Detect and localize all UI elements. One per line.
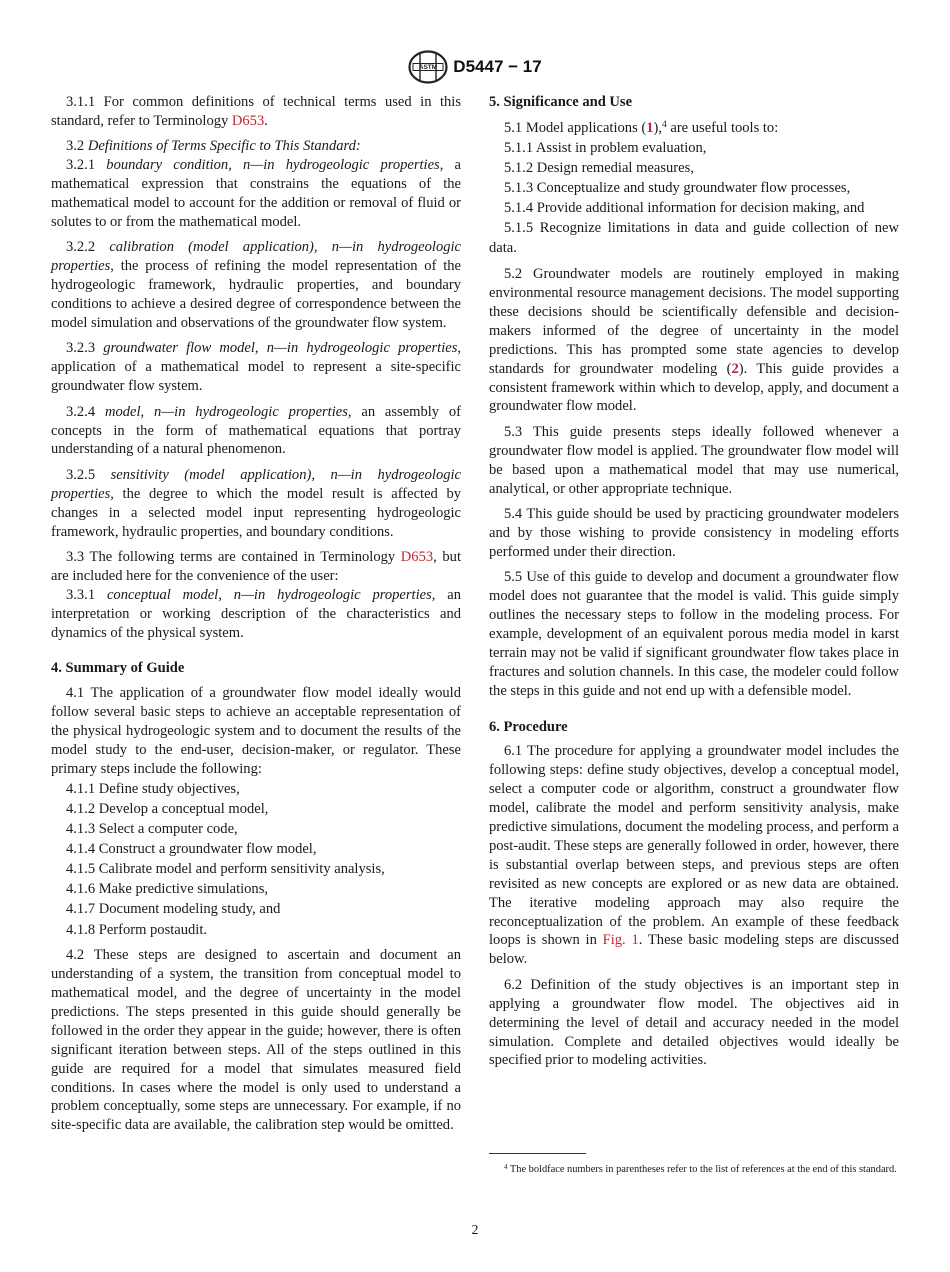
footnote-marker[interactable]: 4 (661, 119, 667, 130)
standard-designation: D5447 − 17 (453, 57, 542, 76)
list-item: 4.1.7 Document modeling study, and (66, 901, 281, 918)
page-number: 2 (471, 1222, 479, 1237)
terminology-link[interactable]: D653 (400, 548, 434, 565)
astm-logo-icon (408, 50, 448, 84)
definition-boundary-condition: 3.2.1 boundary condition, n—in hydrogeologic properties, a mathematical expression that constrains the equations of the mathematical model to account for the addition or removal of fluid or solutes to or from the mathematical model. (51, 157, 461, 230)
section-4-2: 4.2 These steps are designed to ascertain and document an understanding of a system, the transition from conceptual model to mathematical model, and the degree of uncertainty in the model predictions. The steps presented in this guide should generally be followed in the order they appear in the guide; however, there is often significant iteration between steps. All of the steps outlined in this guide are required for a model that simulates measured field conditions. In cases where the model is only used to understand a problem conceptually, some steps are unnecessary. For example, if no site-specific data are available, the calibration step would be omitted. (51, 947, 461, 1134)
list-item: 4.1.8 Perform postaudit. (66, 921, 208, 938)
section-3-1-1: 3.1.1 For common definitions of technical terms used in this standard, refer to Terminology D653. (51, 94, 461, 129)
section-5-2: 5.2 Groundwater models are routinely employed in making environmental resource management decisions. The model supporting these decisions should be scientifically defensible and decision-makers informed of the degree of uncertainty in the model predictions. This has prompted some state agencies to develop standards for groundwater modeling (2). This guide provides a consistent framework within which to develop, apply, and document a groundwater flow model. (489, 266, 900, 415)
section-3-2: 3.2 Definitions of Terms Specific to This Standard: (66, 138, 361, 155)
footnote: $^4$ The boldface numbers in parentheses refer to the list of references at the end of this standard. (504, 1163, 897, 1175)
definition-calibration: 3.2.2 calibration (model application), n—in hydrogeologic properties, the process of refining the model representation of the hydrogeologic framework, hydraulic properties, and boundary conditions to achieve a desired degree of correspondence between the model simulation and observations of the groundwater flow system. (51, 239, 461, 331)
list-item: 5.1.3 Conceptualize and study groundwater flow processes, (504, 180, 851, 197)
list-item: 5.1.5 Recognize limitations in data and guide collection of new data. (489, 220, 899, 257)
definition-conceptual-model: 3.3.1 conceptual model, n—in hydrogeologic properties, an interpretation or working description of the characteristics and dynamics of the physical system. (51, 586, 461, 641)
footnote-divider (489, 1153, 586, 1154)
list-item: 5.1.2 Design remedial measures, (504, 160, 694, 177)
footnote-mark: 4 (504, 1163, 508, 1171)
list-item: 5.1.4 Provide additional information for decision making, and (504, 200, 865, 217)
section-6-heading: 6. Procedure (489, 718, 568, 735)
section-4-1: 4.1 The application of a groundwater flow model ideally would follow several basic steps to achieve an acceptable representation of the physical hydrogeologic system and to document the results of the model study to the end-user, decision-maker, or regulator. These primary steps include the following: (51, 685, 461, 777)
list-item: 4.1.3 Select a computer code, (66, 821, 238, 838)
definition-model: 3.2.4 model, n—in hydrogeologic properties, an assembly of concepts in the form of mathematical equations that portray understanding of a natural phenomenon. (51, 403, 461, 458)
list-item: 4.1.2 Develop a conceptual model, (66, 801, 269, 817)
section-3-3: 3.3 The following terms are contained in Terminology D653, but are included here for the convenience of the user: (51, 548, 461, 584)
section-4-heading: 4. Summary of Guide (51, 660, 185, 677)
list-item: 4.1.6 Make predictive simulations, (66, 881, 269, 898)
definition-groundwater-flow-model: 3.2.3 groundwater flow model, n—in hydrogeologic properties, application of a mathematical model to represent a site-specific groundwater flow system. (51, 340, 461, 395)
figure-link[interactable]: Fig. 1 (602, 932, 639, 949)
section-5-4: 5.4 This guide should be used by practicing groundwater modelers and by those wishing to provide consistency in modeling efforts performed under their direction. (489, 505, 899, 560)
definition-sensitivity: 3.2.5 sensitivity (model application), n—in hydrogeologic properties, the degree to which the model result is affected by changes in a selected model input representing hydrogeologic framework, hydraulic properties, and boundary conditions. (51, 466, 461, 540)
steps-list (51, 779, 461, 940)
reference-link[interactable]: 2 (731, 360, 739, 377)
uses-list (489, 138, 899, 259)
left-column (51, 93, 461, 1142)
list-item: 4.1.1 Define study objectives, (66, 780, 240, 797)
section-5-heading: 5. Significance and Use (489, 94, 633, 110)
reference-link[interactable]: 1 (646, 119, 654, 136)
section-6-2: 6.2 Definition of the study objectives is an important step in applying a groundwater flow model. The objectives aid in determining the level of detail and accuracy needed in the model simulation. Complete and detailed objectives would ideally be specified prior to modeling activities. (489, 976, 899, 1069)
section-5-1: 5.1 Model applications (1),$^4$ are useful tools to: (504, 119, 779, 136)
page-header (0, 50, 950, 84)
section-6-1: 6.1 The procedure for applying a groundwater model includes the following steps: define study objectives, develop a conceptual model, select a computer code or algorithm, construct a groundwater flow model, calibrate the model and perform sensitivity analysis, make predictive simulations, document the modeling process, and perform a post-audit. These steps are generally followed in order, however, there is substantial overlap between steps, and previous steps are often revisited as new concepts are explored or as new data are obtained. The iterative modeling approach may also require the reconceptualization of the problem. An example of these feedback loops is shown in Fig. 1. These basic modeling steps are discussed below. (489, 743, 900, 968)
svg-text:ASTM: ASTM (419, 64, 438, 72)
right-column (489, 93, 899, 1077)
section-5-3: 5.3 This guide presents steps ideally followed whenever a groundwater flow model is applied. The groundwater flow model will be based upon a mathematical model that may use numerical, analytical, or other appropriate technique. (489, 423, 899, 497)
terminology-link[interactable]: D653 (231, 112, 265, 129)
list-item: 4.1.5 Calibrate model and perform sensitivity analysis, (66, 861, 385, 878)
list-item: 5.1.1 Assist in problem evaluation, (504, 140, 707, 156)
section-5-5: 5.5 Use of this guide to develop and document a groundwater flow model does not guarantee that the model is valid. This guide simply outlines the necessary steps to follow in the modeling process. For example, development of an equivalent porous media model in karst terrain may not be valid if significant groundwater flow takes place in fractures and solution channels. In this case, the modeler could follow the steps in this guide and not end up with a defensible model. (489, 569, 899, 699)
list-item: 4.1.4 Construct a groundwater flow model, (66, 841, 317, 858)
